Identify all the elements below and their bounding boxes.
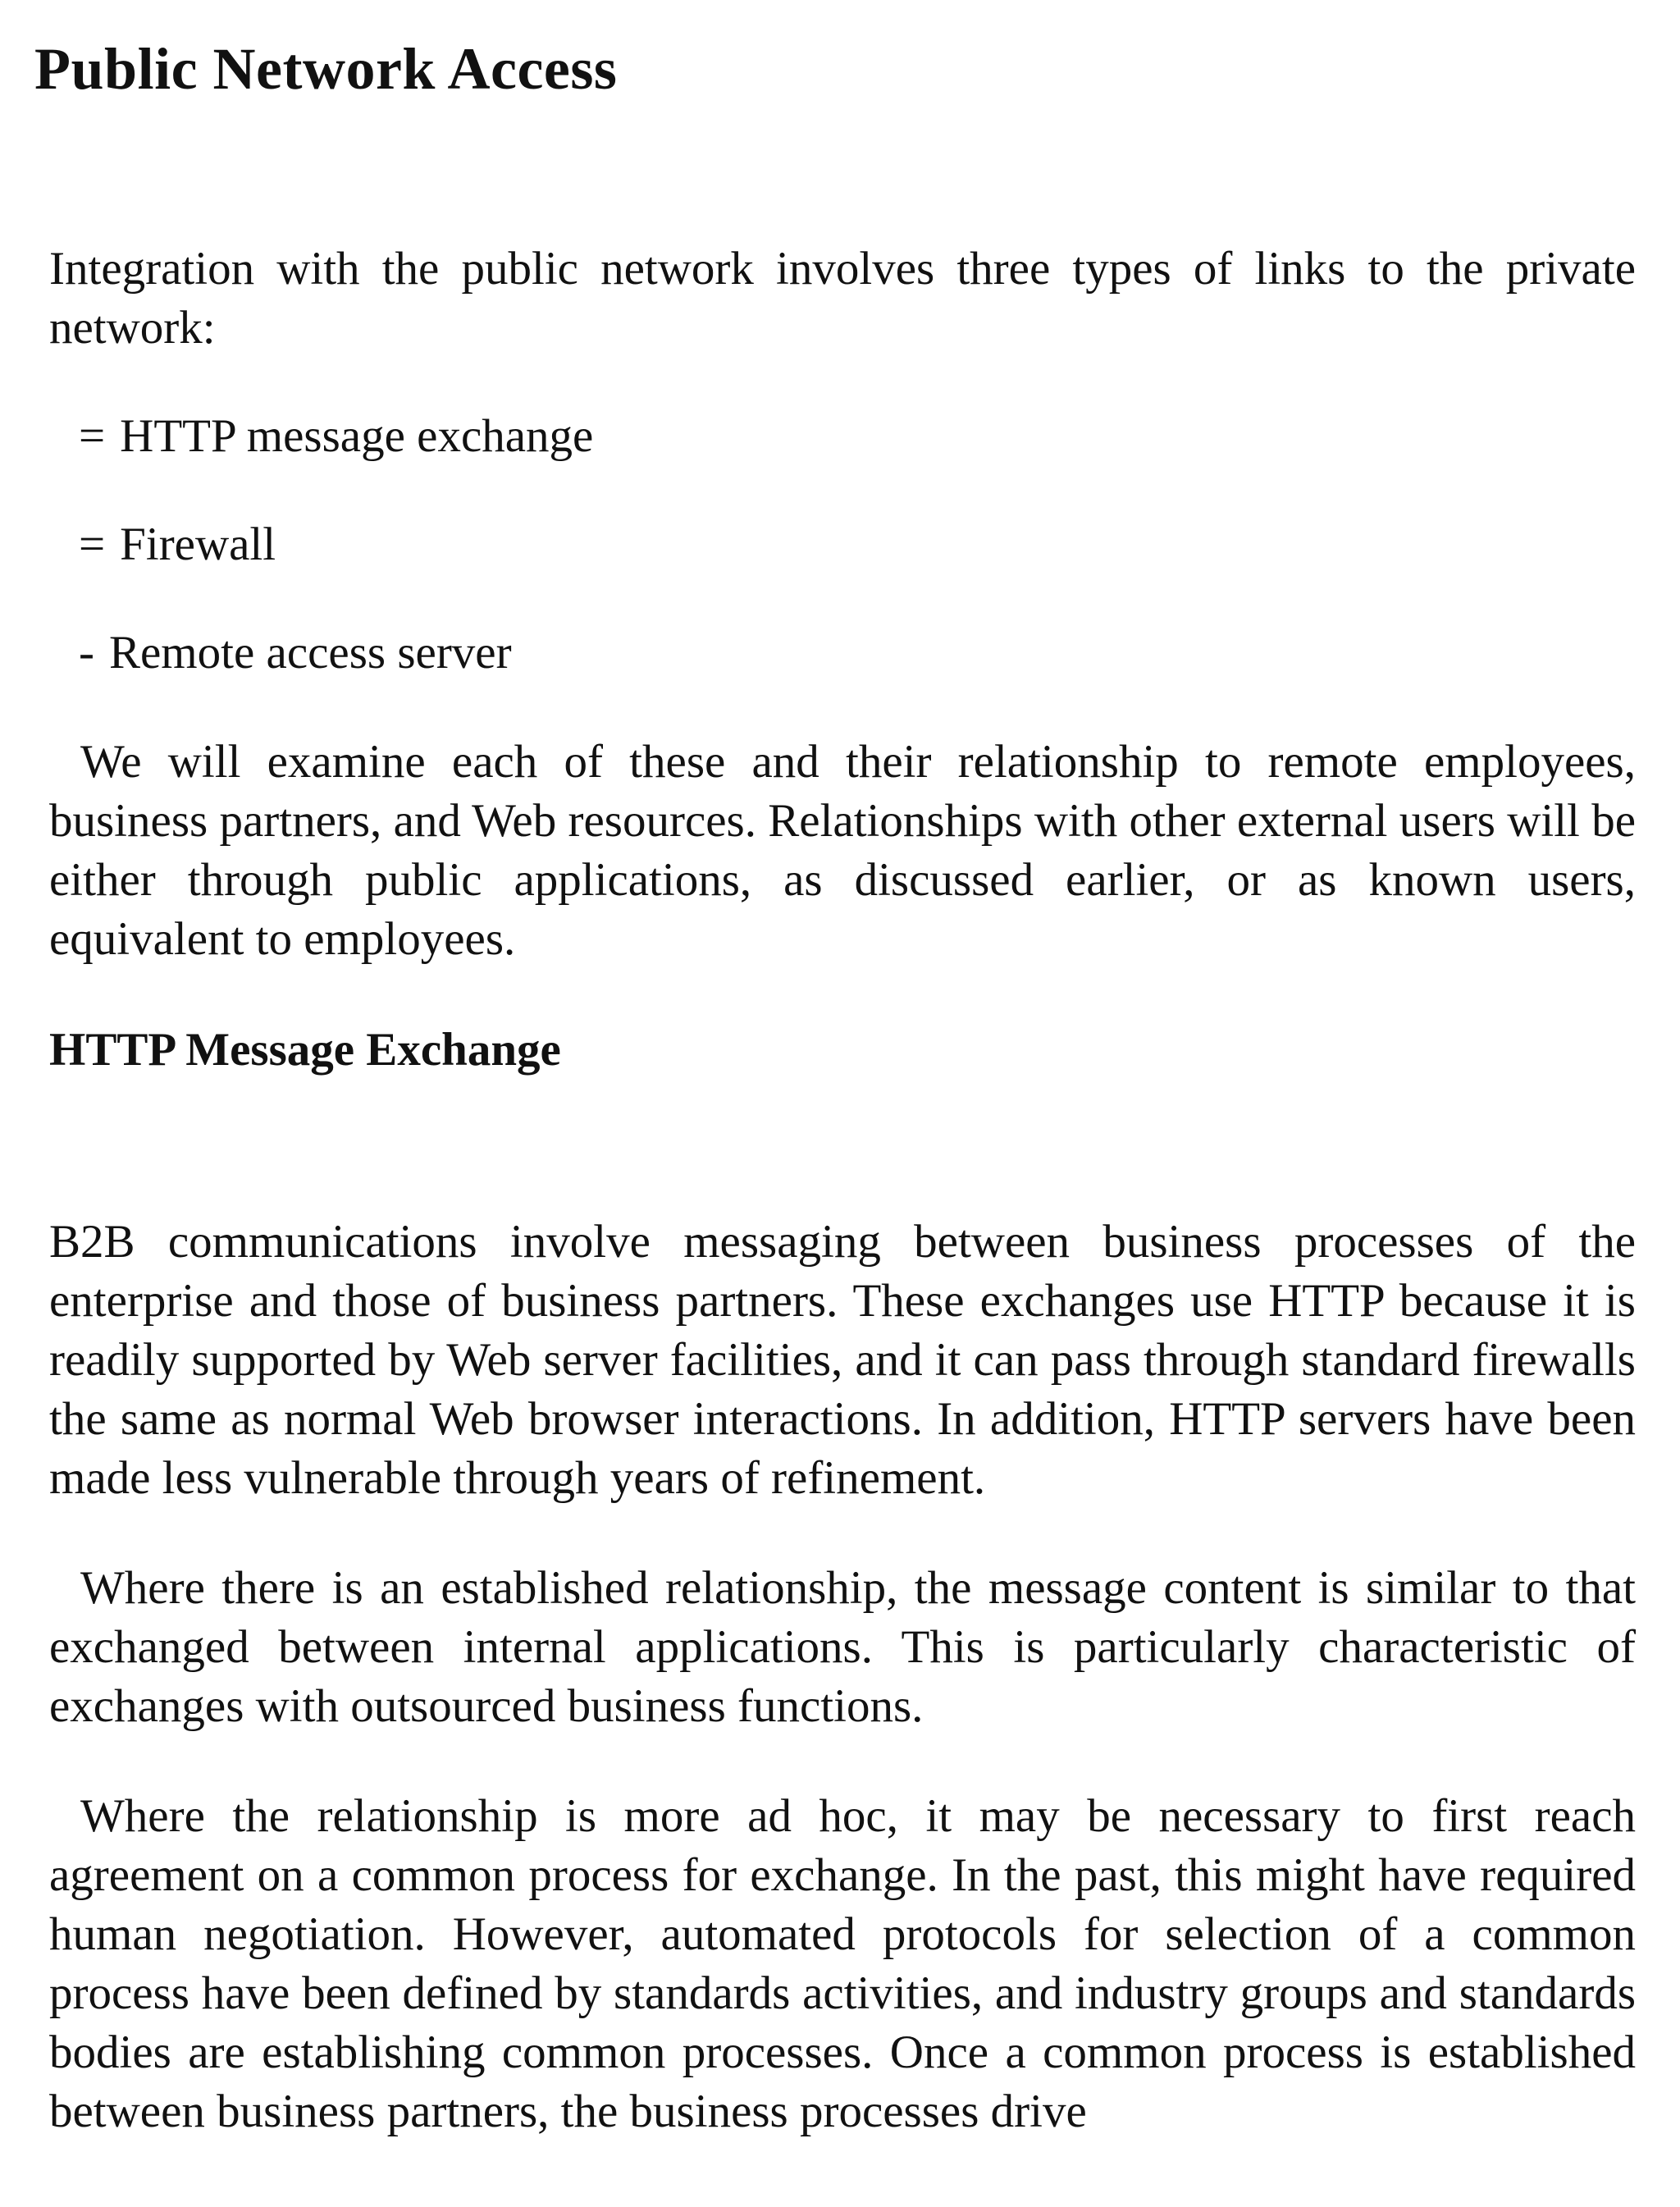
list-item-firewall: [79, 515, 276, 574]
list-bullet: =: [79, 519, 106, 570]
established-relationship-paragraph: Where there is an established relationship, the message content is similar to that exchanged between internal applications. This is particularly characteristic of exchanges with outsourced business functions.: [49, 1562, 1636, 1732]
list-item-label: HTTP message exchange: [120, 410, 594, 462]
b2b-paragraph: B2B communications involve messaging between business processes of the enterprise and those of business partners. These exchanges use HTTP because it is readily supported by Web server facilities, and it can pass through standard firewalls the same as normal Web browser interactions. In addition, HTTP servers have been made less vulnerable through years of refinement.: [49, 1216, 1636, 1504]
list-item-label: Remote access server: [108, 627, 512, 679]
list-item-remote-access-server: [79, 624, 512, 683]
list-item-http-message-exchange: [79, 407, 593, 466]
intro-paragraph: Integration with the public network involves three types of links to the private network:: [49, 243, 1636, 354]
examine-paragraph: We will examine each of these and their relationship to remote employees, business partners, and Web resources. Relationships with other external users will be either through public applications, as discussed earlier, or as known users, equivalent to employees.: [49, 736, 1636, 965]
list-bullet: =: [79, 410, 106, 462]
list-bullet: -: [79, 627, 94, 679]
ad-hoc-relationship-paragraph: Where the relationship is more ad hoc, it may be necessary to first reach agreement on a common process for exchange. In the past, this might have required human negotiation. However, automated protocols for selection of a common process have been defined by standards activities, and industry groups and standards bodies are establishing common processes. Once a common process is established between business partners, the business processes drive: [49, 1790, 1636, 2137]
section-heading: HTTP Message Exchange: [49, 1024, 561, 1076]
list-item-label: Firewall: [120, 519, 276, 570]
page-title: Public Network Access: [34, 36, 618, 102]
